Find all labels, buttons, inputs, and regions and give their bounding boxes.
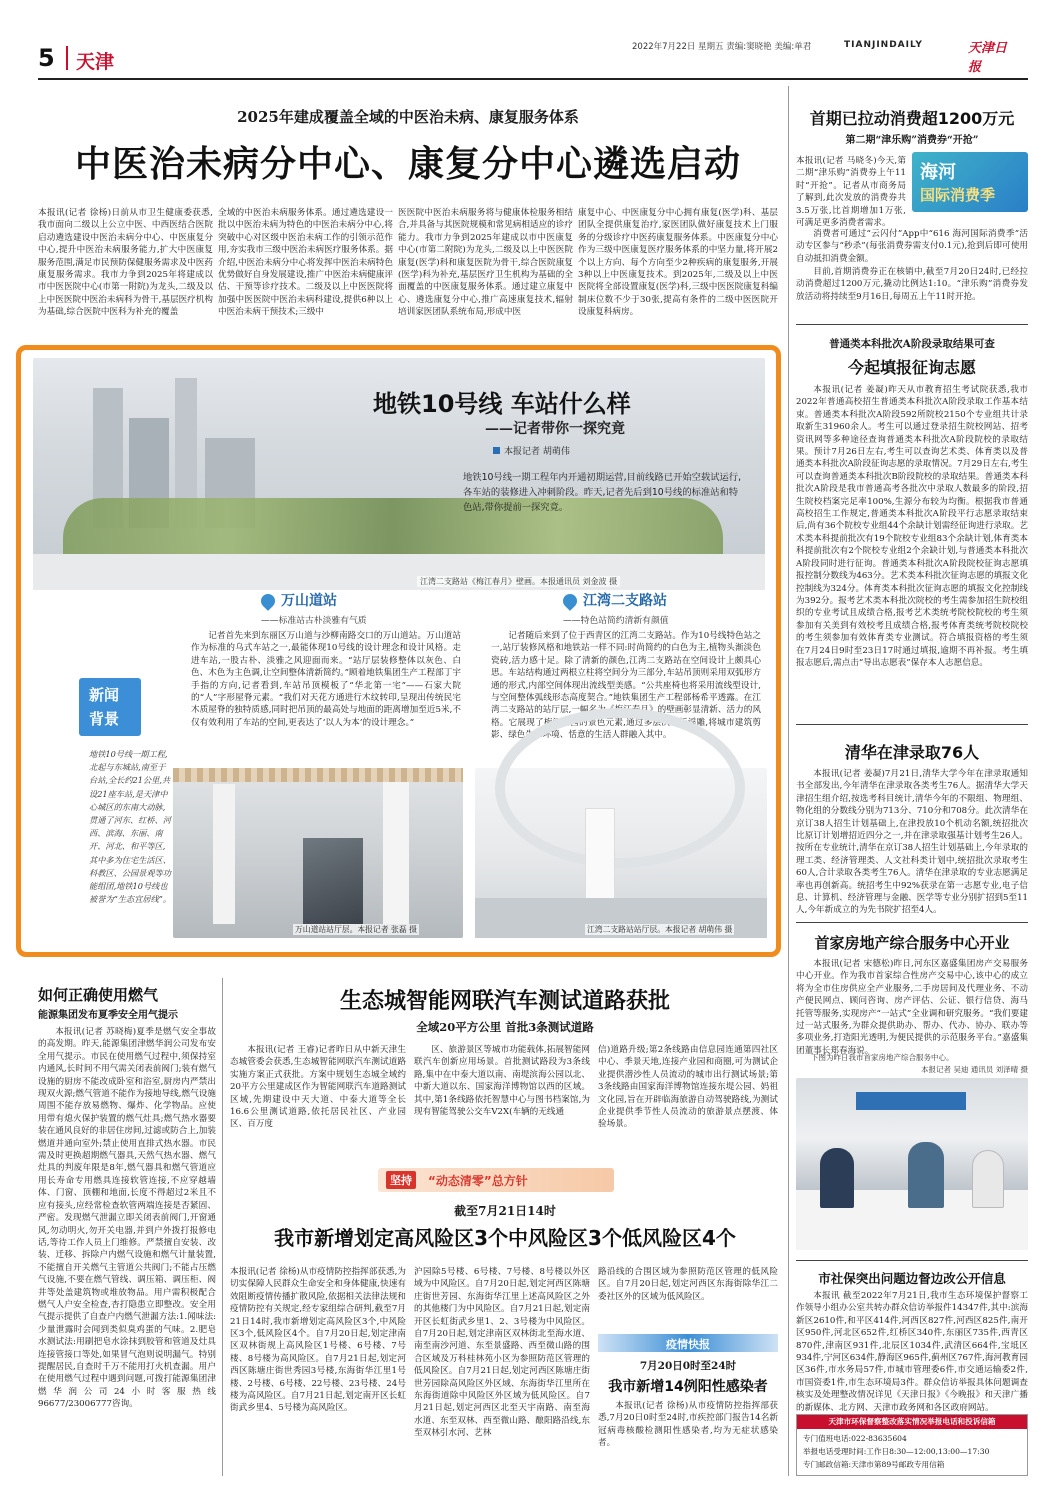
eco-road-subtitle: 全域20平方公里 首批3条测试道路 bbox=[416, 1020, 594, 1034]
station2-tag: ——特色站简约清新有颜值 bbox=[563, 616, 669, 626]
hotline-title: 天津市环保督察整改落实情况举报电话和投诉信箱 bbox=[797, 1415, 1027, 1429]
photo1-escalator bbox=[303, 838, 363, 924]
gas-column-divider bbox=[222, 978, 223, 1476]
social-title: 市社保突出问题边督边改公开信息 bbox=[818, 1271, 1006, 1286]
news-background-text: 地铁10号线一期工程,北起与东城站,南至于台站,全长约21公里,共设21座车站,是天津中心城区的东南大动脉,贯通了河东、红桥、河西、滨海、东丽、南开、河北、和平等区,其中多为住宅生活区、科教区、公园景观等功能组团,地铁10号线也被誉为“生态宜居线”。 bbox=[89, 749, 172, 905]
tcm-col-2: 全域的中医治未病服务体系。通过遴选建设一批以中医治未病为特色的中医治未病分中心,将突破中心对区级中医治未病工作的引领示范作用,夯实我市三级中医治未病医疗服务体系。据介绍,中医治未病分中心将发挥中医治未病特色优势做好自身发展建设,推广中医治未病健康评估、干预等诊疗技术。二级及以上中医医院将加强中医医院中医治未病科建设,提供6种以上中医治未病干预技术;三级中 bbox=[218, 208, 393, 318]
station2-name-row bbox=[563, 590, 773, 610]
consumption-subtitle: 第二期“津乐购”消费券“开抢” bbox=[845, 135, 979, 146]
byline-marker bbox=[493, 447, 500, 454]
flash-title: 我市新增14例阳性感染者 bbox=[608, 1379, 768, 1395]
photo1-caption: 万山道站站厅层。本报记者 张磊 摄 bbox=[295, 925, 417, 934]
consumption-p2: 消费者可通过“云闪付”App中“616 海河国际消费季”活动专区参与“秒杀”(每张消费券需支付0.1元),抢到后即可使用自动抵扣消费金额。 bbox=[796, 229, 1028, 264]
section-name: 天津 bbox=[76, 51, 115, 73]
page-header bbox=[38, 38, 1018, 78]
news-background-tag bbox=[79, 678, 141, 736]
flash-label: 疫情快报 bbox=[666, 1338, 710, 1351]
right-sep-3 bbox=[796, 922, 1028, 923]
dynamic-zero-banner bbox=[378, 1168, 614, 1192]
station1-name-row bbox=[261, 590, 491, 610]
subway-byline bbox=[493, 444, 570, 457]
consumption-p3: 目前,首期消费券正在核销中,截至7月20日24时,已经拉动消费超过1200万元,撬动比例达1:10。“津乐购”消费券发放活动将持续至9月16日,每周五上午11时开抢。 bbox=[796, 267, 1028, 302]
hotline-phone: 专门值班电话:022-83635604 bbox=[803, 1434, 907, 1443]
flash-label-bar bbox=[598, 1334, 778, 1352]
right-column-divider bbox=[788, 86, 789, 1476]
admission-title: 今起填报征询志愿 bbox=[847, 358, 976, 377]
photo1-pillar-right bbox=[383, 778, 409, 924]
byline-text: 本报记者 胡萌伟 bbox=[504, 447, 570, 457]
location-pin-icon bbox=[258, 591, 278, 611]
mural-floor bbox=[33, 554, 765, 590]
gas-subtitle: 能源集团发布夏季安全用气提示 bbox=[38, 1010, 178, 1021]
tcm-col-4: 康复中心、中医康复分中心拥有康复(医学)科、基层团队全提供康复治疗,家医团队做好康复技术上门服务的分级诊疗中医药康复服务体系。中医康复分中心作为三级中医康复医疗服务体系的中坚力量,将开展2个以上方向、每个方向至少2种疾病的康复服务,开展3种以上中医康复技术。到2025年,二级及以上中医医院将全部设置康复(医学)科,三级中医医院康复科编制床位数不少于30张,提高有条件的二级中医医院开设康复科病房。 bbox=[578, 208, 778, 318]
photo1-pillar-left bbox=[213, 784, 235, 924]
station1-header bbox=[261, 590, 491, 626]
tcm-kicker: 2025年建成覆盖全域的中医治未病、康复服务体系 bbox=[237, 108, 579, 126]
banner-tag: 坚持 bbox=[386, 1171, 416, 1189]
eco-road-title: 生态城智能网联汽车测试道路获批 bbox=[339, 989, 670, 1014]
tsinghua-body: 本报讯(记者 姜凝)7月21日,清华大学今年在津录取通知书全部发出,今年清华在津录取各类考生76人。据清华大学天津招生组介绍,按选考科目统计,清华今年的不限组、物理组、物化组的分数线分别为713分、710分和708分。此次清华在京订38人招生计划基础上,在津投放10个机动名额,统招批次比原订计划增招近四分之一,并在津录取强基计划考生26人。按所在专业统计,清华在京订38人招生计划基础上,今年录取的理工类、经济管理类、人文社科类计划中,统招批次录取考生60人,合计录取各类考生76人。清华在津录取的专业志愿满足率也再创新高。统招考生中92%获录在第一志愿专业,电子信息、计算机、经济管理与金融、医学等专业分别扩招到5至11人,今年新成立的为先书院扩招至4人。 bbox=[796, 769, 1028, 916]
social-body: 本报讯 截至2022年7月21日,我市生态环境保护督察工作领导小组办公室共转办群众信访举报件14347件,其中:滨海新区2610件,和平区414件,河西区827件,河西区825件,南开区950件,河北区652件,红桥区340件,东丽区735件,西青区870件,津南区931件,北辰区1034件,武清区664件,宝坻区934件,宁河区634件,静海区965件,蓟州区767件,海河教育园区36件,市水务局57件,市城市管理委6件,市交通运输委2件,市国资委1件,市生态环境局3件。群众信访举报具体问题调查核实及处理整改情况详见《天津日报》《今晚报》和天津广播的新媒体、北方网、天津市政务网和各区政府网站。 bbox=[796, 1291, 1028, 1413]
right-sep-4 bbox=[796, 1260, 1028, 1261]
subway-intro: 地铁10号线一期工程年内开通初期运营,目前线路已开始空载试运行,各车站的装修进入冲刺阶段。昨天,记者先后到10号线的标准站和特色站,带你提前一探究竟。 bbox=[463, 472, 742, 513]
station2-header bbox=[563, 590, 773, 626]
news-tag-line-2: 背景 bbox=[89, 710, 120, 728]
epidemic-kicker: 截至7月21日14时 bbox=[454, 1204, 556, 1218]
tcm-col-1: 本报讯(记者 徐杨)日前从市卫生健康委获悉,我市面向二级以上公立中医、中西医结合医院启动遴选建设中医治未病分中心、中医康复分中心,提升中医治未病服务能力,扩大中医康复服务范围,满足市民预防保健服务需求及中医药康复服务需求。我市力争到2025年将建成以市中医医院中心(市第一附院)为龙头,二级及以上中医医院中医治未病科为骨干,基层医疗机构为基础,综合医院中医科为补充的覆盖 bbox=[38, 208, 213, 318]
flash-body: 本报讯(记者 徐杨)从市疫情防控指挥部获悉,7月20日0时至24时,市疾控部门报告14名新冠病毒核酸检测阳性感染者,均为无症状感染者。 bbox=[598, 1401, 778, 1449]
photo2-arch bbox=[495, 708, 745, 868]
paper-cn-logo: 天津日报 bbox=[968, 41, 1008, 75]
realestate-title: 首家房地产综合服务中心开业 bbox=[814, 934, 1010, 952]
epidemic-col-3: 路沿线的合围区域为参照防范区管理的低风险区。自7月20日起,划定河西区东海街除华江二委社区外的区域为低风险区。 bbox=[598, 1267, 778, 1302]
admission-kicker: 普通类本科批次A阶段录取结果可查 bbox=[829, 338, 995, 350]
date-line: 2022年7月22日 星期五 责编:窦晓艳 美编:单君 bbox=[632, 42, 812, 52]
photo-sign bbox=[856, 1092, 966, 1110]
jiangwan-photo bbox=[475, 768, 767, 938]
wanshandao-photo bbox=[173, 768, 463, 938]
tcm-title: 中医治未病分中心、康复分中心遴选启动 bbox=[74, 144, 741, 185]
consumption-title: 首期已拉动消费超1200万元 bbox=[809, 109, 1015, 128]
location-pin-icon bbox=[560, 591, 580, 611]
photo-person-2 bbox=[908, 1142, 944, 1208]
photo2-caption: 江湾二支路站站厅层。本报记者 胡萌伟 摄 bbox=[587, 925, 733, 934]
right-sep-2 bbox=[796, 724, 1028, 725]
epidemic-title: 我市新增划定高风险区3个中风险区3个低风险区4个 bbox=[274, 1226, 736, 1250]
hotline-box bbox=[796, 1414, 1028, 1476]
flash-kicker: 7月20日0时至24时 bbox=[639, 1360, 737, 1372]
gas-title: 如何正确使用燃气 bbox=[38, 986, 159, 1004]
tsinghua-title: 清华在津录取76人 bbox=[844, 743, 980, 762]
banner-text: “动态清零”总方针 bbox=[428, 1174, 528, 1188]
realestate-photo bbox=[796, 1078, 1028, 1250]
consumption-badge bbox=[912, 152, 1028, 212]
station1-tag: ——标准站古朴淡雅有气质 bbox=[261, 616, 367, 626]
news-tag-line-1: 新闻 bbox=[89, 686, 120, 704]
station1-name: 万山道站 bbox=[281, 593, 337, 609]
paper-en: TIANJINDAILY bbox=[844, 40, 923, 50]
admission-body: 本报讯(记者 姜凝)昨天从市教育招生考试院获悉,我市2022年普通高校招生普通类本科批次A阶段录取工作基本结束。普通类本科批次A阶段592所院校2150个专业组共计录取新生31960余人。考生可以通过登录招生院校网站、招考资讯网等多种途径查询普通类本科批次A阶段院校的录取结果。预计7月26日左右,考生可以查询艺术类、体育类以及普通类本科批次A阶段征询志愿的录取情况。7月29日左右,考生可以查询普通类本科批次B阶段院校的录取结果。普通类本科批次A阶段是我市普通高考各批次中录取人数最多的阶段,招生院校档案完足率100%,生源分布较为均衡。根据我市普通高校招生工作规定,普通类本科批次A阶段平行志愿录取结束后,尚有36个院校专业组44个余缺计划需经征询进行录取。艺术类本科提前批次有19个院校专业组83个余缺计划,体育类本科提前批次有2个院校专业组2个余缺计划,与普通类本科批次A阶段同时进行征询。普通类本科批次A阶段院校征询志愿填报控制分数线为463分。艺术类本科批次征询志愿的填报文化控制线为324分。体育类本科批次征询志愿的填报文化控制线为392分。报考艺术类本科批次院校的考生需参加招生院校组织的专业考试且成绩合格,报考艺术类统考院校院校的考生须参加有关美到有效校考且成绩合格,报考体育类统考院校院校的考生须参加有效体育类专业测试。符合填报资格的考生须在7月24日9时至23日17时通过填报,逾期不再补报。考生填报志愿后,需点击“导出志愿表”保存本人志愿信息。 bbox=[796, 385, 1028, 668]
subway-feature-frame bbox=[16, 345, 781, 957]
eco-road-col-3: 信)道路升级;第2条线路由信息园连通第四社区中心、季景天地,连接产业园和商圈,可为测试企业提供潜沙性人员流动的城市出行测试场景;第3条线路由国家海洋博物馆连接东堤公园、妈祖文化园,旨在开辟临海旅游自动驾驶路线,为测试企业提供季节性人员流动的旅游景点摆渡、体验场景。 bbox=[598, 1045, 778, 1130]
photo1-ceiling bbox=[173, 768, 463, 782]
hotline-hours: 举报电话受理时间:工作日8:30—12:00,13:00—17:30 bbox=[803, 1447, 990, 1456]
eco-road-col-2: 区、旅游景区等城市功能载体,拓展智能网联汽车创新应用场景。首批测试路段为3条线路,集中在中泰大道以南、南堤滨海公园以北、中新大道以东、国家海洋博物馆以西的区域。其中,第1条线路依托智慧中心与图书档案馆,为现有智能驾驶公交车V2X(车辆的无线通 bbox=[414, 1045, 590, 1118]
subway-subtitle: ——记者带你一探究竟 bbox=[485, 421, 625, 437]
realestate-credit: 本报记者 吴迪 通讯员 刘泽晴 摄 bbox=[920, 1065, 1028, 1074]
station1-text: 记者首先来到东丽区万山道与沙柳南路交口的万山道站。万山道站作为标准的乌式车站之一,最能体现10号线的设计理念和设计风格。走进车站,一股古朴、淡雅之风迎面而来。“站厅层装修整体以灰色、白色、木色为主色调,让空间整体清新简约。”顾着地铁集团生产工程部丁宇手指的方向,记者看到,车站吊顶模板了“华北第一宅”——石家大院的“人”字形屋脊元素。“我们对天花方通进行木纹转印,呈现出传统民宅木质屋脊的独特质感,同时把吊顶的最高处与地面的距离增加至近5米,不仅有效利用了车站的空间,更表达了‘以人为本’的设计理念。” bbox=[191, 631, 461, 728]
mural-photo bbox=[33, 358, 765, 590]
header-divider bbox=[66, 46, 68, 70]
hotline-mailbox: 专门邮政信箱:天津市第89号邮政专用信箱 bbox=[803, 1460, 945, 1469]
consumption-p1: 本报讯(记者 马晓冬)今天,第二期“津乐购”消费券上午11时“开抢”。记者从市商务局了解到,此次发放的消费券共3.5万张,比首期增加1万张,可满足更多消费者需求。 bbox=[796, 156, 906, 229]
tcm-col-3: 医医院中医治未病服务将与健康体检服务相结合,并具备与其医院规模和常见病相适应的诊疗能力。我市力争到2025年建成以市中医康复中心(市第二附院)为龙头,二级及以上中医医院康复(医学)科和康复医院为骨干,综合医院康复(医学)科为补充,基层医疗卫生机构为基础的全面覆盖的中医康复服务体系。通过建立康复中心、遴选康复分中心,推广高速康复技术,辐射培训家医团队系统布局,形成中医 bbox=[398, 208, 573, 318]
right-sep-1 bbox=[796, 324, 1028, 325]
epidemic-col-1: 本报讯(记者 徐杨)从市疫情防控指挥部获悉,为切实保障人民群众生命安全和身体健康,快速有效阻断疫情传播扩散风险,依据相关法律法规和疫情防控有关规定,经专家组综合研判,截至7月21日14时,我市新增划定高风险区3个,中风险区3个,低风险区4个。自7月20日起,划定津南区双林街规上高风险区1号楼、6号楼、7号楼、8号楼为高风险区。自7月21日起,划定河西区陈塘庄街世秀园3号楼,东海街华江里1号楼、2号楼、6号楼、22号楼、23号楼、24号楼为高风险区。自7月21日起,划定南开区长虹街武乡里4、5号楼为高风险区。 bbox=[230, 1267, 406, 1414]
realestate-caption: 下图为昨日我市首家房地产综合服务中心。 bbox=[811, 1053, 954, 1062]
realestate-body: 本报讯(记者 宋德松)昨日,河东区嘉盛集团房产交易服务中心开业。作为我市首家综合性房产交易中心,该中心的成立将为全市住房供应全产业服务,二手房居间及代理业务、不动产便民网点、顾问咨询、房产评估、公证、银行信贷、海马托管等服务,实现房产“一站式”全业调和研究服务。“我们要建过一站式服务,为群众提供助办、帮办、代办、协办、联办等多项业务,打造阳光透明,为便民提供的示范服务平台。”嘉盛集团董事长郑春海说。 bbox=[796, 959, 1028, 1056]
station2-name: 江湾二支路站 bbox=[583, 593, 667, 609]
photo-person-1 bbox=[820, 1148, 854, 1208]
eco-road-col-1: 本报讯(记者 王睿)记者昨日从中新天津生态城管委会获悉,生态城智能网联汽车测试道路实施方案正式获批。方案中规划生态城全域约20平方公里建成区作为智能网联汽车道路测试区域,先期建设中天大道、中泰大道等全长16.6公里测试道路,依托居民社区、产业园区、百万度 bbox=[230, 1045, 406, 1130]
photo-person-3 bbox=[972, 1150, 1004, 1208]
gas-body: 本报讯(记者 苏晓梅)夏季是燃气安全事故的高发期。昨天,能源集团津燃华润公司发布安全用气提示。市民在使用燃气过程中,须保持室内通风,长时间不用气需关闭表前阀门;装有燃气设施的厨房不能改成卧室和浴室,厨房内严禁出现双火源;燃气管道不能作为接地导线,燃气设施周围不能存放易燃物、爆炸、化学物品。应使用带有熄火保护装置的燃气灶具;燃气热水器要装在通风良好的非居住房间,过滤或防合上,加装燃道并通向室外;禁止使用直排式热水器。市民需及时更换超期燃气器具,天然气热水器、燃气灶具的判废年限是8年,燃气器具和燃气管道应用长寿命专用燃具连接软管连接,不应穿越墙体、门窗、顶棚和地面,长度不得超过2米且不应有接头,应经常检查软管两端连接是否紧固、严密。发现燃气泄漏立即关闭表前阀门,开窗通风,勿动明火,勿开关电器,并到户外拨打报修电话,等待工作人员上门维修。严禁擅自安装、改装、迁移、拆除户内燃气设施和燃气计量装置,不能擅自开关燃气主管道公共阀门;不能占压燃气设施,不要在燃气管线、调压箱、调压柜、阀井等处盖建筑物或堆放物品。用户需积极配合燃气人户安全检查,杏打隐患立即整改。安全用气提示提供了自查户内燃气泄漏方法:1.闻味法:少量泄露时会闻到类似臭鸡蛋的气味。2.肥皂水测试法:用刷把皂水涂抹到胶管和管道及灶具连接管接口等处,如果冒气泡则说明漏气。特别提醒居民,自查时千万不能用打火机查漏。用户在使用燃气过程中遇到问题,可拨打能源集团津燃华润公司24小时客服热线96677/23006777咨询。 bbox=[38, 1027, 216, 1410]
station2-text: 记者随后来到了位于西青区的江湾二支路站。作为10号线特色站之一,站厅装修风格和地铁站一样不同:时尚简约的白色为主,植物头渐淡色瓷砖,活力感十足。除了清新的颜色,江湾二支路站在空间设计上颇具心思。车站结构通过两根立柱将空间分为三部分,车站吊顶则采用双弧形方通的形式,内部空间体现出流线型美感。“公共座椅也将采用流线型设计,与空间整体弧线形态高度契合。”地铁集团生产工程部杨希平透露。在江湾二支路站的站厅层,一幅名为《梅江春月》的壁画彰显清新、活力的风格。它展现了梅江公园的景色元素,通过多层次制板浮雕,将城市建筑剪影、绿色生态环境、恬意的生活人群融入其中。 bbox=[491, 631, 761, 741]
header-rule bbox=[38, 78, 1028, 80]
badge-line-1: 海河 bbox=[920, 162, 956, 183]
page-number: 5 bbox=[38, 44, 55, 72]
badge-line-2: 国际消费季 bbox=[920, 186, 996, 204]
mural-caption: 江湾二支路站《梅江春月》壁画。本报通讯员 刘金波 摄 bbox=[417, 576, 620, 587]
subway-title: 地铁10号线 车站什么样 bbox=[373, 390, 631, 418]
epidemic-col-2: 沪园除5号楼、6号楼、7号楼、8号楼以外区域为中风险区。自7月20日起,划定河西区陈塘庄街世芳园、东海街华江里上述高风险区之外的其他楼门为中风险区。自7月21日起,划定南开区长虹街武乡里1、2、3号楼为中风险区。自7月20日起,划定津南区双林街北至海水道、南至南沙河道、东至景盛路、西至微山路的围合区域及万科桂林苑小区为参照防范区管理的低风险区。自7月21日起,划定河西区陈塘庄街世芳园除高风险区外区域、东海街华江里所在东海街道除中风险区外区域为低风险区。自7月21日起,划定河西区北至天宇南路、南至海水道、东至双林、西至微山路、酿阳路沿线,东至双林引水河、艺林 bbox=[414, 1267, 590, 1439]
